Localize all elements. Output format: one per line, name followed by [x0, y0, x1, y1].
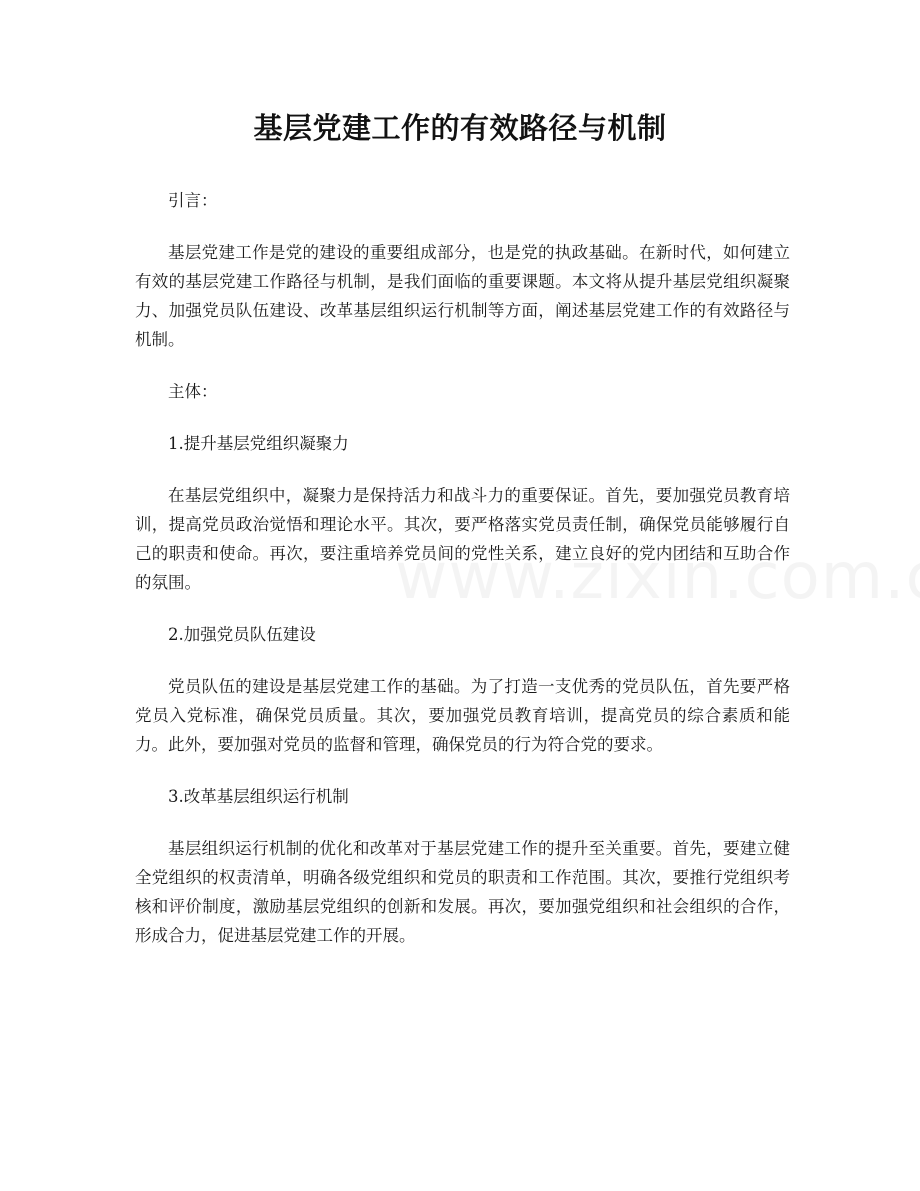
body-label: 主体：: [168, 382, 218, 401]
document-body: [135, 186, 790, 950]
section-paragraph-1: 在基层党组织中，凝聚力是保持活力和战斗力的重要保证。首先，要加强党员教育培训，提高党员政治觉悟和理论水平。其次，要严格落实党员责任制，确保党员能够履行自己的职责和使命。再次，要注重培养党员间的党性关系，建立良好的党内团结和互助合作的氛围。: [135, 486, 790, 592]
section-heading-2: 2.加强党员队伍建设: [168, 625, 316, 644]
section-paragraph-2: 党员队伍的建设是基层党建工作的基础。为了打造一支优秀的党员队伍，首先要严格党员入党标准，确保党员质量。其次，要加强党员教育培训，提高党员的综合素质和能力。此外，要加强对党员的监督和管理，确保党员的行为符合党的要求。: [135, 677, 790, 754]
intro-label: 引言：: [168, 191, 218, 210]
section-paragraph-3: 基层组织运行机制的优化和改革对于基层党建工作的提升至关重要。首先，要建立健全党组织的权责清单，明确各级党组织和党员的职责和工作范围。其次，要推行党组织考核和评价制度，激励基层党组织的创新和发展。再次，要加强党组织和社会组织的合作，形成合力，促进基层党建工作的开展。: [135, 839, 790, 945]
document-title: 基层党建工作的有效路径与机制: [253, 111, 667, 145]
section-heading-3: 3.改革基层组织运行机制: [168, 787, 349, 806]
intro-paragraph: 基层党建工作是党的建设的重要组成部分，也是党的执政基础。在新时代，如何建立有效的基层党建工作路径与机制，是我们面临的重要课题。本文将从提升基层党组织凝聚力、加强党员队伍建设、改革基层组织运行机制等方面，阐述基层党建工作的有效路径与机制。: [135, 243, 790, 349]
section-heading-1: 1.提升基层党组织凝聚力: [168, 434, 349, 453]
